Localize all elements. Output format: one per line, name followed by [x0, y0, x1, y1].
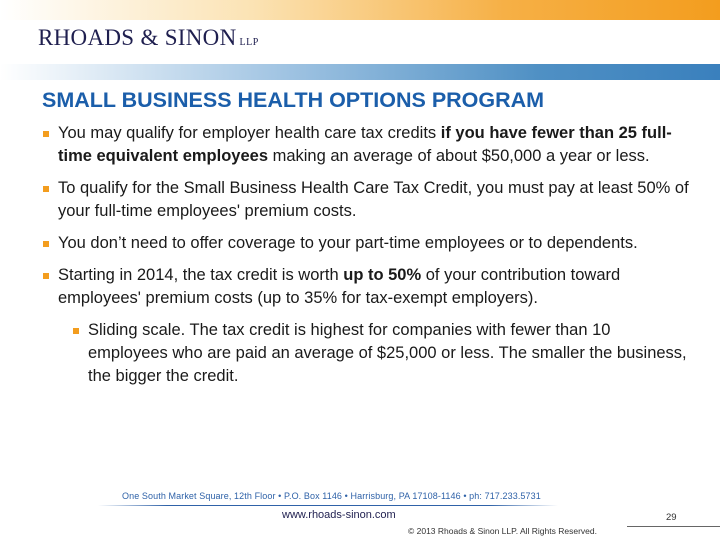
footer-rule-right — [627, 526, 720, 527]
bullet-text: Starting in 2014, the tax credit is worth — [58, 266, 344, 284]
bullet-text: To qualify for the Small Business Health Care Tax Credit, you must pay at least 50% of your full-time employees' premium costs. — [58, 179, 689, 220]
bullet-item — [42, 264, 692, 310]
bullet-item — [42, 177, 692, 223]
bullet-text: You may qualify for employer health care tax credits — [58, 124, 441, 142]
logo-ampersand: & — [140, 25, 159, 50]
bullet-square-icon — [43, 186, 49, 192]
sub-bullet-item — [72, 319, 692, 388]
bullet-text: You don’t need to offer coverage to your part-time employees or to dependents. — [58, 234, 638, 252]
bullet-item — [42, 232, 692, 255]
logo-suffix: LLP — [239, 37, 259, 48]
slide-title: SMALL BUSINESS HEALTH OPTIONS PROGRAM — [42, 88, 545, 112]
bullet-square-icon — [43, 131, 49, 137]
sub-bullet-text: Sliding scale. The tax credit is highest for companies with fewer than 10 employees who are paid an average of $25,000 or less. The smaller the business, the bigger the credit. — [88, 321, 687, 385]
bullet-bold-text: if you have fewer than 25 full-time equivalent employees — [58, 124, 672, 165]
firm-logo — [38, 25, 259, 51]
bullet-square-icon — [73, 328, 79, 334]
footer-website-link[interactable]: www.rhoads-sinon.com — [282, 509, 396, 521]
logo-second-text: SINON — [164, 25, 237, 50]
page-number: 29 — [666, 512, 677, 523]
footer-address: One South Market Square, 12th Floor • P.O. Box 1146 • Harrisburg, PA 17108-1146 • ph: 717.233.5731 — [122, 491, 541, 501]
top-gradient-bar — [0, 0, 720, 20]
bullet-square-icon — [43, 273, 49, 279]
footer-divider — [98, 505, 558, 506]
bullet-square-icon — [43, 241, 49, 247]
bullet-bold-text: up to 50% — [343, 266, 422, 284]
bullet-text: of your contribution toward employees' premium costs (up to 35% for tax-exempt employers). — [58, 266, 621, 307]
logo-main-text: RHOADS — [38, 25, 135, 50]
blue-gradient-bar — [0, 64, 720, 80]
bullet-list — [42, 122, 692, 388]
bullet-text: making an average of about $50,000 a year or less. — [268, 147, 650, 165]
bullet-item — [42, 122, 692, 168]
copyright-notice: © 2013 Rhoads & Sinon LLP. All Rights Reserved. — [408, 526, 597, 536]
